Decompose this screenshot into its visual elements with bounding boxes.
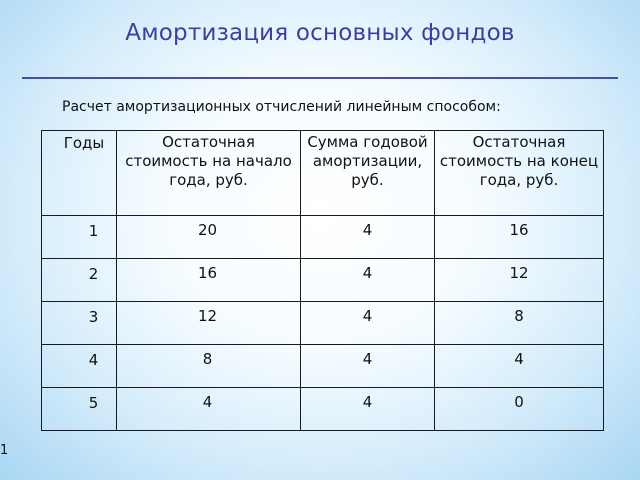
cell-start-value: 4 <box>117 388 301 431</box>
cell-annual-depreciation: 4 <box>301 259 435 302</box>
cell-annual-depreciation: 4 <box>301 388 435 431</box>
cell-end-value: 12 <box>435 259 604 302</box>
header-years: Годы <box>42 131 117 216</box>
cell-year: 4 <box>42 345 117 388</box>
cell-annual-depreciation: 4 <box>301 302 435 345</box>
table-header-row <box>42 131 604 216</box>
cell-end-value: 0 <box>435 388 604 431</box>
table-caption: Расчет амортизационных отчислений линейным способом: <box>62 99 501 115</box>
cell-year: 1 <box>42 216 117 259</box>
cell-start-value: 20 <box>117 216 301 259</box>
cell-annual-depreciation: 4 <box>301 216 435 259</box>
header-start-value: Остаточная стоимость на начало года, руб. <box>117 131 301 216</box>
cell-start-value: 16 <box>117 259 301 302</box>
slide-title: Амортизация основных фондов <box>125 20 515 46</box>
cell-year: 3 <box>42 302 117 345</box>
cell-end-value: 4 <box>435 345 604 388</box>
table-row <box>42 259 604 302</box>
cell-start-value: 8 <box>117 345 301 388</box>
depreciation-table <box>41 130 604 431</box>
table-row <box>42 345 604 388</box>
cell-year: 2 <box>42 259 117 302</box>
header-annual-depreciation: Сумма годовой амортизации, руб. <box>301 131 435 216</box>
slide-number: 1 <box>0 443 9 458</box>
title-underline <box>22 77 618 79</box>
table-row <box>42 216 604 259</box>
cell-start-value: 12 <box>117 302 301 345</box>
cell-annual-depreciation: 4 <box>301 345 435 388</box>
header-end-value: Остаточная стоимость на конец года, руб. <box>435 131 604 216</box>
table-row <box>42 388 604 431</box>
cell-end-value: 8 <box>435 302 604 345</box>
table-row <box>42 302 604 345</box>
cell-year: 5 <box>42 388 117 431</box>
cell-end-value: 16 <box>435 216 604 259</box>
